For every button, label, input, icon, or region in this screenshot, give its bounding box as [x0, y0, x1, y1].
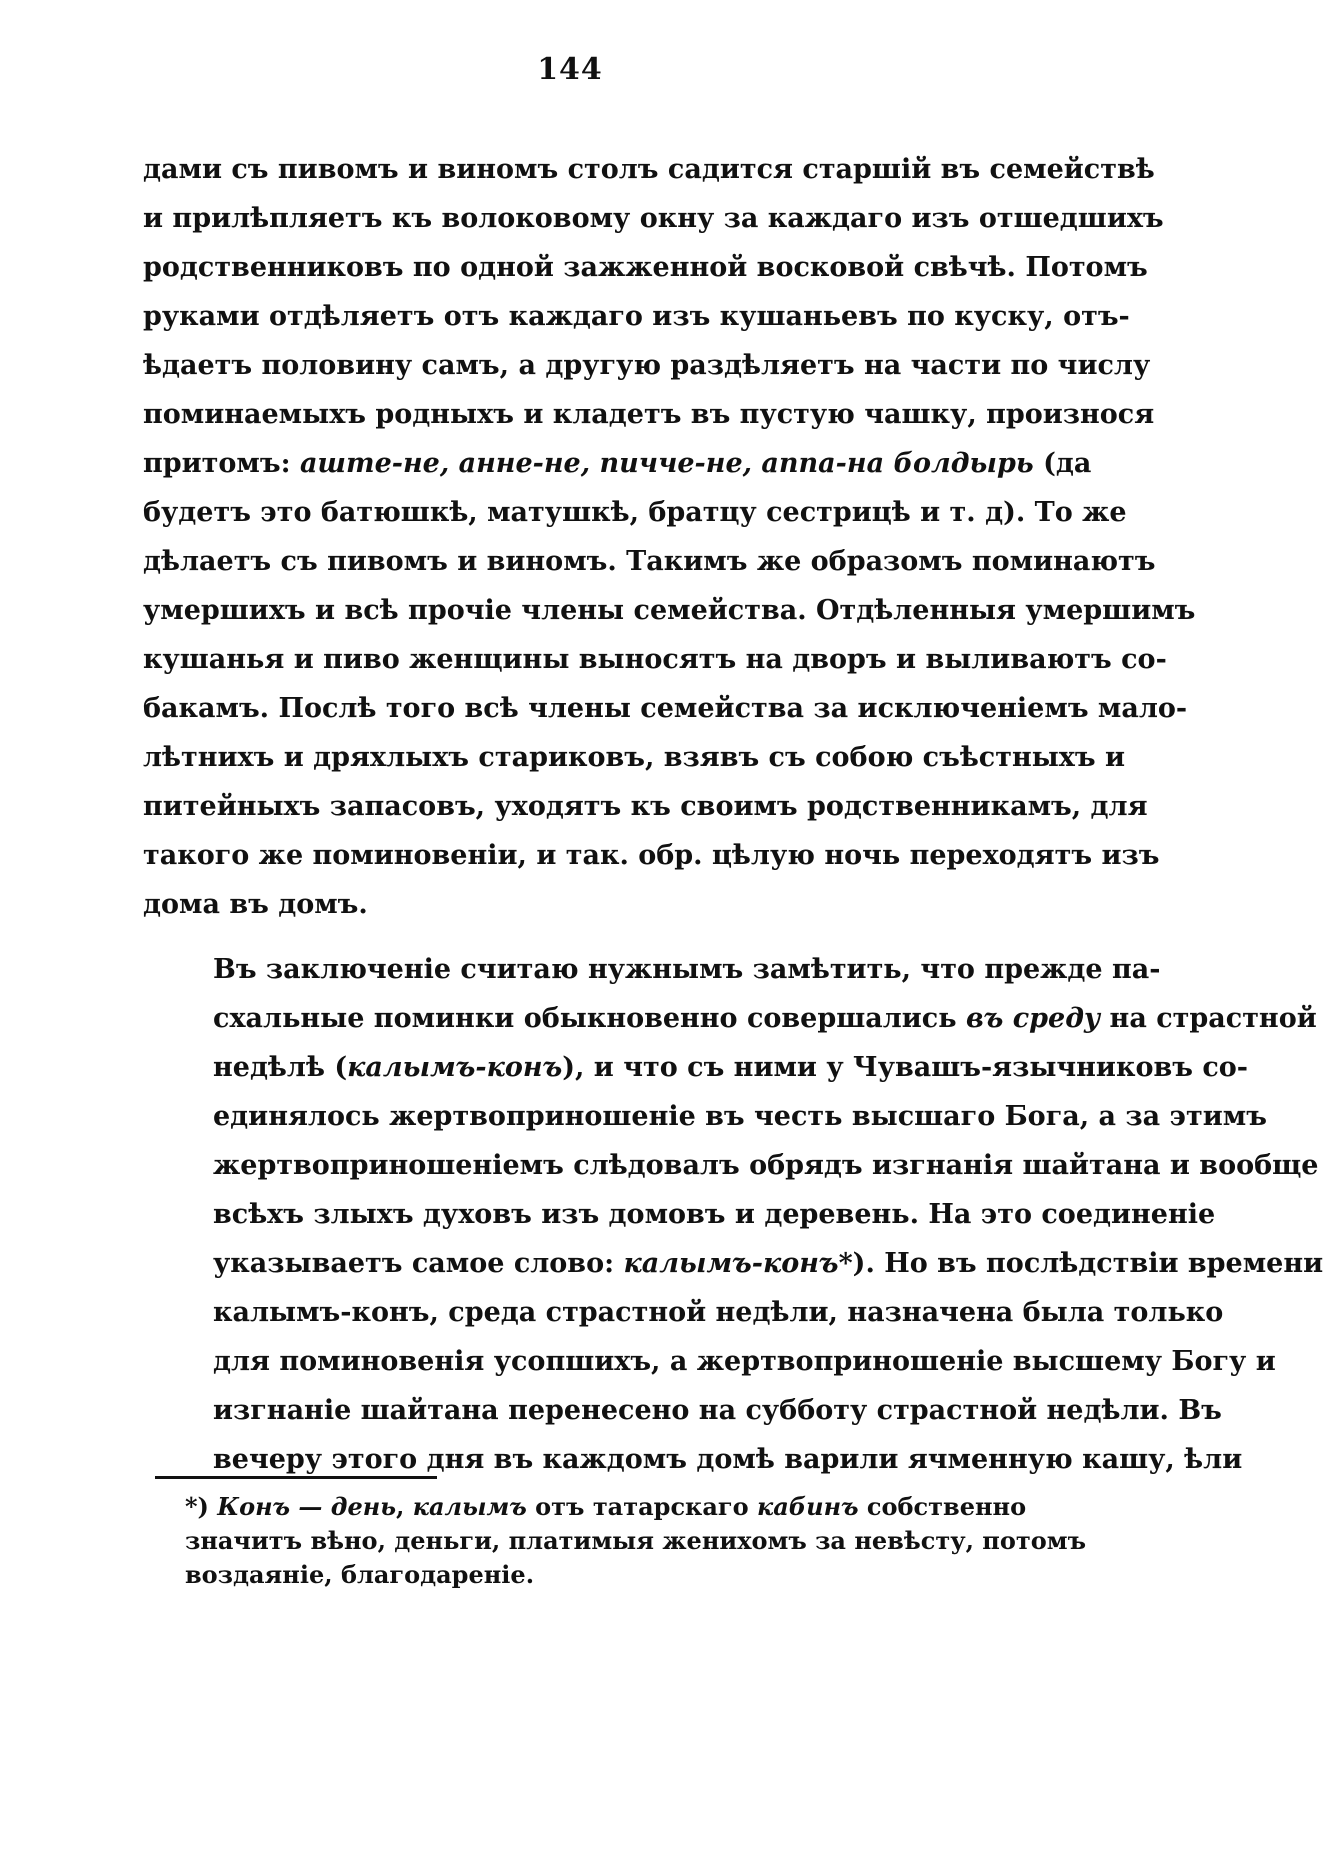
italic-run: калымъ-конъ [347, 1052, 563, 1083]
paragraph-2-line: всѣхъ злыхъ духовъ изъ домовъ и деревень. На это соединеніе [213, 1199, 1216, 1230]
text-run: собственно [858, 1492, 1027, 1521]
page-number: 144 [537, 52, 603, 87]
paragraph-2-line [143, 994, 1317, 1043]
paragraph-2-line: Въ заключеніе считаю нужнымъ замѣтить, что прежде па- [213, 954, 1161, 985]
paragraph-2-line [143, 1043, 1248, 1092]
footnote-line [185, 1490, 1027, 1524]
paragraph-2-line: для поминовенія усопшихъ, а жертвоприношеніе высшему Богу и [213, 1346, 1276, 1377]
text-run: схальные поминки обыкновенно совершались [213, 1003, 966, 1034]
italic-run: калымъ [412, 1492, 527, 1521]
paragraph-1-line: руками отдѣляетъ отъ каждаго изъ кушаньевъ по куску, отъ- [143, 301, 1130, 332]
paragraph-1-line: питейныхъ запасовъ, уходятъ къ своимъ родственникамъ, для [143, 791, 1148, 822]
text-run: отъ татарскаго [526, 1492, 758, 1521]
footnote-divider [155, 1476, 437, 1479]
text-run: притомъ: [143, 448, 300, 479]
paragraph-1-line: умершихъ и всѣ прочіе члены семейства. Отдѣленныя умершимъ [143, 595, 1196, 626]
paragraph-2-text [143, 945, 1323, 1484]
paragraph-1-line: такого же поминовеніи, и так. обр. цѣлую ночь переходятъ изъ [143, 840, 1160, 871]
text-run: на страстной [1100, 1003, 1317, 1034]
paragraph-2-line: калымъ-конъ, среда страстной недѣли, назначена была только [213, 1297, 1224, 1328]
paragraph-2-line: изгнаніе шайтана перенесено на субботу страстной недѣли. Въ [213, 1395, 1222, 1426]
paragraph-1-line: лѣтнихъ и дряхлыхъ стариковъ, взявъ съ собою съѣстныхъ и [143, 742, 1126, 773]
paragraph-1-line [143, 439, 1092, 488]
text-run: (да [1033, 448, 1092, 479]
text-run: ), и что съ ними у Чувашъ-язычниковъ со- [562, 1052, 1248, 1083]
paragraph-2-line: вечеру этого дня въ каждомъ домѣ варили ячменную кашу, ѣли [213, 1444, 1243, 1475]
footnote-line: воздаяніе, благодареніе. [185, 1560, 535, 1589]
paragraph-1 [143, 145, 1196, 929]
paragraph-2-line: единялось жертвоприношеніе въ честь высшаго Бога, а за этимъ [213, 1101, 1267, 1132]
italic-run: Конъ — день [217, 1492, 397, 1521]
paragraph-1-line: родственниковъ по одной зажженной восковой свѣчѣ. Потомъ [143, 252, 1148, 283]
paragraph-1-line: дома въ домъ. [143, 889, 368, 920]
text-run: *). Но въ послѣдствіи времени [838, 1248, 1323, 1279]
text-run: , [396, 1492, 413, 1521]
paragraph-1-text [143, 145, 1196, 929]
italic-run: калымъ-конъ [623, 1248, 839, 1279]
italic-run: аште-не, анне-не, пичче-не, аппа-на болдырь [299, 448, 1034, 479]
text-run: указываетъ самое слово: [213, 1248, 624, 1279]
paragraph-1-line: будетъ это батюшкѣ, матушкѣ, братцу сестрицѣ и т. д). То же [143, 497, 1127, 528]
footnote-line: значитъ вѣно, деньги, платимыя женихомъ за невѣсту, потомъ [185, 1526, 1086, 1555]
paragraph-2 [143, 945, 1323, 1484]
italic-run: въ среду [965, 1003, 1101, 1034]
paragraph-1-line: дами съ пивомъ и виномъ столъ садится старшій въ семействѣ [143, 154, 1155, 185]
paragraph-1-line: ѣдаетъ половину самъ, а другую раздѣляетъ на части по числу [143, 350, 1151, 381]
text-run: недѣлѣ ( [213, 1052, 348, 1083]
paragraph-1-line: бакамъ. Послѣ того всѣ члены семейства за исключеніемъ мало- [143, 693, 1188, 724]
paragraph-1-line: и прилѣпляетъ къ волоковому окну за каждаго изъ отшедшихъ [143, 203, 1164, 234]
italic-run: кабинъ [757, 1492, 859, 1521]
paragraph-2-line [143, 1239, 1323, 1288]
footnote [185, 1490, 1086, 1592]
paragraph-1-line: кушанья и пиво женщины выносятъ на дворъ и выливаютъ со- [143, 644, 1167, 675]
paragraph-1-line: поминаемыхъ родныхъ и кладетъ въ пустую чашку, произнося [143, 399, 1155, 430]
text-run: *) [185, 1492, 218, 1521]
paragraph-2-line: жертвоприношеніемъ слѣдовалъ обрядъ изгнанія шайтана и вообще [213, 1150, 1319, 1181]
paragraph-1-line: дѣлаетъ съ пивомъ и виномъ. Такимъ же образомъ поминаютъ [143, 546, 1156, 577]
